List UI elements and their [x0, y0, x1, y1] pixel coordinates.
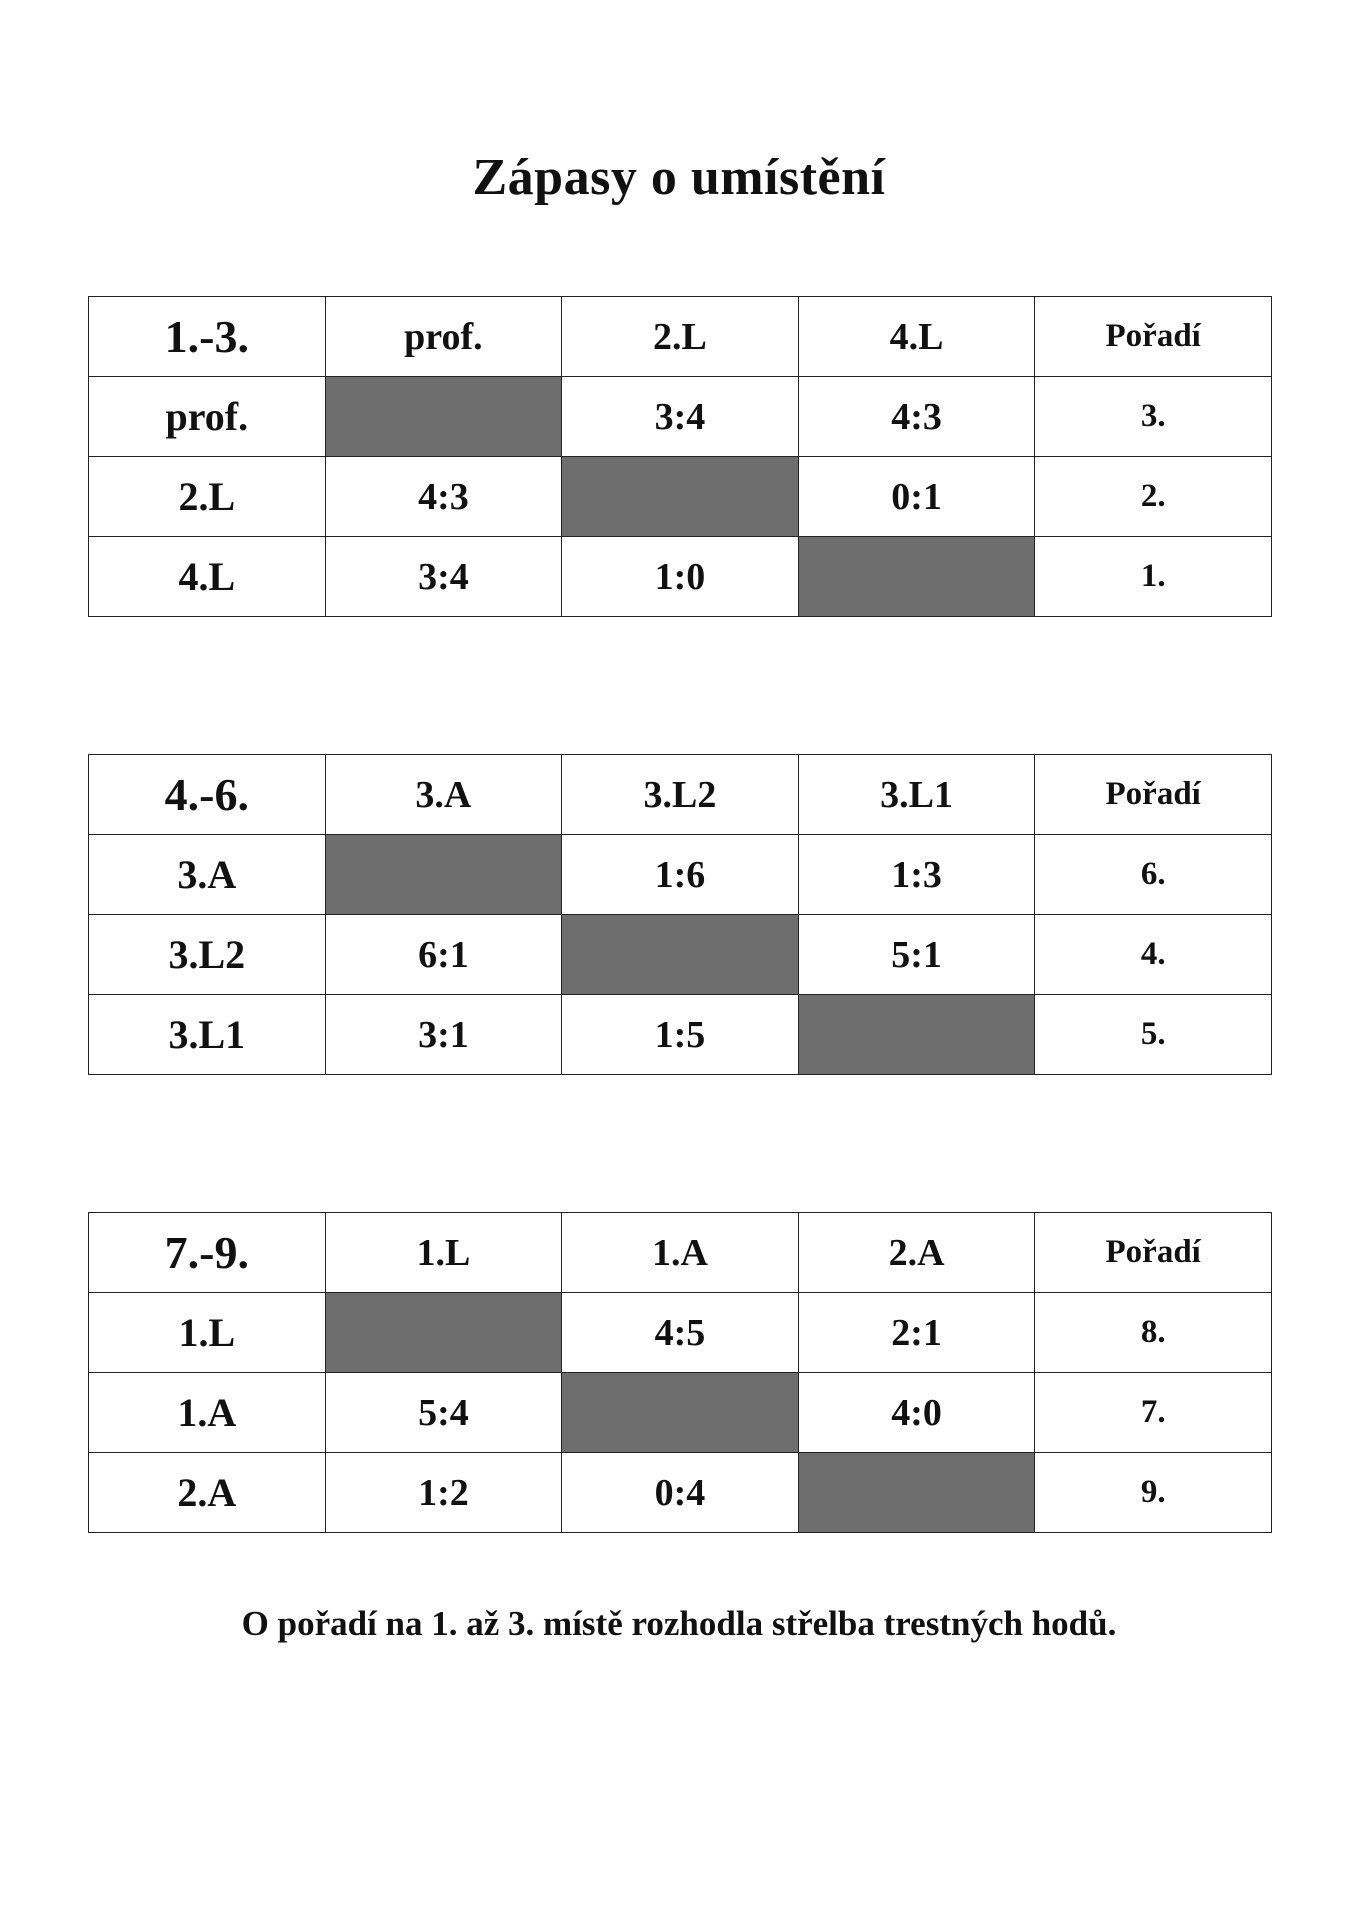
blocked-cell — [798, 1453, 1035, 1533]
rank-header: Pořadí — [1035, 1213, 1272, 1293]
score-cell: 1:6 — [562, 835, 799, 915]
group-label: 1.-3. — [89, 297, 326, 377]
column-header: 2.L — [562, 297, 799, 377]
table-row — [89, 457, 1272, 537]
row-team-label: 2.L — [89, 457, 326, 537]
column-header: 1.L — [325, 1213, 562, 1293]
score-cell: 3:1 — [325, 995, 562, 1075]
blocked-cell — [562, 1373, 799, 1453]
score-cell: 4:3 — [798, 377, 1035, 457]
table-row — [89, 537, 1272, 617]
score-cell: 1:5 — [562, 995, 799, 1075]
standings-table-places-4-6 — [88, 754, 1272, 1075]
score-cell: 3:4 — [325, 537, 562, 617]
rank-header: Pořadí — [1035, 755, 1272, 835]
column-header: 4.L — [798, 297, 1035, 377]
blocked-cell — [562, 915, 799, 995]
rank-cell: 6. — [1035, 835, 1272, 915]
row-team-label: 3.A — [89, 835, 326, 915]
blocked-cell — [562, 457, 799, 537]
page-title: Zápasy o umístění — [472, 149, 886, 206]
row-team-label: 3.L1 — [89, 995, 326, 1075]
column-header: 1.A — [562, 1213, 799, 1293]
table-header-row — [89, 297, 1272, 377]
score-cell: 3:4 — [562, 377, 799, 457]
rank-cell: 3. — [1035, 377, 1272, 457]
blocked-cell — [325, 377, 562, 457]
table-row — [89, 995, 1272, 1075]
standings-table-places-7-9 — [88, 1212, 1272, 1533]
rank-cell: 4. — [1035, 915, 1272, 995]
table-header-row — [89, 755, 1272, 835]
blocked-cell — [798, 537, 1035, 617]
row-team-label: prof. — [89, 377, 326, 457]
group-label: 7.-9. — [89, 1213, 326, 1293]
score-cell: 0:1 — [798, 457, 1035, 537]
column-header: 3.A — [325, 755, 562, 835]
footer-note: O pořadí na 1. až 3. místě rozhodla střelba trestných hodů. — [241, 1604, 1117, 1643]
score-cell: 1:0 — [562, 537, 799, 617]
table-row — [89, 1453, 1272, 1533]
rank-cell: 1. — [1035, 537, 1272, 617]
score-cell: 4:3 — [325, 457, 562, 537]
rank-cell: 8. — [1035, 1293, 1272, 1373]
table-row — [89, 1373, 1272, 1453]
score-cell: 5:4 — [325, 1373, 562, 1453]
table-row — [89, 377, 1272, 457]
table-row — [89, 835, 1272, 915]
rank-cell: 5. — [1035, 995, 1272, 1075]
score-cell: 1:3 — [798, 835, 1035, 915]
blocked-cell — [325, 1293, 562, 1373]
score-cell: 5:1 — [798, 915, 1035, 995]
score-cell: 4:0 — [798, 1373, 1035, 1453]
column-header: prof. — [325, 297, 562, 377]
rank-cell: 9. — [1035, 1453, 1272, 1533]
score-cell: 0:4 — [562, 1453, 799, 1533]
rank-cell: 7. — [1035, 1373, 1272, 1453]
blocked-cell — [798, 995, 1035, 1075]
table-row — [89, 915, 1272, 995]
row-team-label: 2.A — [89, 1453, 326, 1533]
row-team-label: 4.L — [89, 537, 326, 617]
score-cell: 4:5 — [562, 1293, 799, 1373]
column-header: 2.A — [798, 1213, 1035, 1293]
standings-table-places-1-3 — [88, 296, 1272, 617]
row-team-label: 1.L — [89, 1293, 326, 1373]
blocked-cell — [325, 835, 562, 915]
table-header-row — [89, 1213, 1272, 1293]
column-header: 3.L1 — [798, 755, 1035, 835]
rank-header: Pořadí — [1035, 297, 1272, 377]
score-cell: 6:1 — [325, 915, 562, 995]
column-header: 3.L2 — [562, 755, 799, 835]
score-cell: 2:1 — [798, 1293, 1035, 1373]
row-team-label: 3.L2 — [89, 915, 326, 995]
score-cell: 1:2 — [325, 1453, 562, 1533]
row-team-label: 1.A — [89, 1373, 326, 1453]
table-row — [89, 1293, 1272, 1373]
group-label: 4.-6. — [89, 755, 326, 835]
rank-cell: 2. — [1035, 457, 1272, 537]
